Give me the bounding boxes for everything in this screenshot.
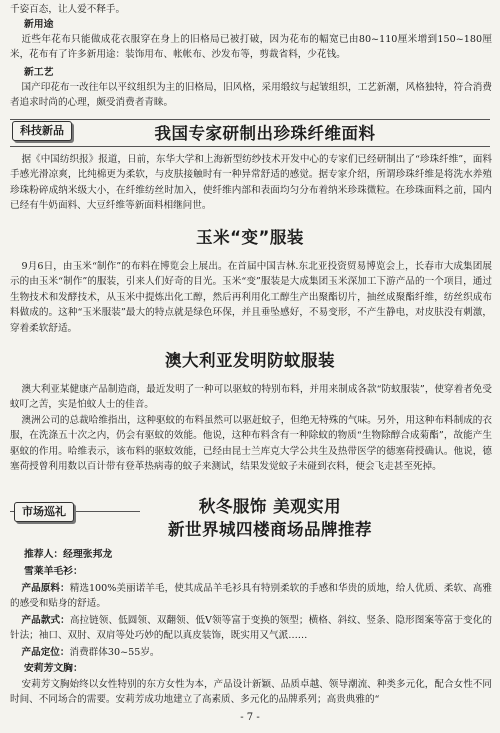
new-craft-heading: 新工艺 xyxy=(24,67,54,78)
article4-title-line1: 秋冬服饰 美观实用 xyxy=(198,497,342,516)
market-badge: 市场巡礼 xyxy=(14,502,74,522)
feature-label: 产品原料： xyxy=(21,583,70,594)
article4-title-line2: 新世界城四楼商场品牌推荐 xyxy=(168,520,372,539)
article3-title: 澳大利亚发明防蚊服装 xyxy=(165,351,335,370)
new-craft-text: 国产印花布一改往年以平纹组织为主的旧格局，旧风格，采用缎纹与起皱组织，工艺新潮，风格独特，符合消费者追求时尚的心理，颇受消费者青睐。 xyxy=(10,82,492,109)
feature-text: 精选100%美丽诺羊毛，使其成品羊毛衫具有特别柔软的手感和华贵的质地，给人优质、柔软、高雅的感受和贴身的舒适。 xyxy=(10,583,492,610)
section-rule-bottom xyxy=(10,146,490,147)
article2-text: 9月6日，由玉米“制作”的布料在博览会上展出。在首届中国吉林.东北亚投资贸易博览会上，长春市大成集团展示的由玉米“制作”的服装，引来人们好奇的目光。玉米“变”服装是大成集团玉米深加工下游产品的一个项目，通过生物技术和发酵技术，从玉米中提炼出化工醇，然后再利用化工醇生产出聚酯切片，抽丝成聚酯纤维，纺丝织成布料做成的。这种“玉米服装”最大的特点就是绿色环保，并且垂坠感好，不易变形，不产生静电，对皮肤没有刺激，穿着柔软舒适。 xyxy=(10,261,492,334)
article2-title: 玉米“变”服装 xyxy=(196,228,304,247)
brand2-name: 安莉芳文胸： xyxy=(24,663,83,674)
style-paragraph xyxy=(10,613,492,644)
feature-paragraph xyxy=(10,581,492,612)
page-number: - 7 - xyxy=(240,712,260,723)
article1-title: 我国专家研制出珍珠纤维面料 xyxy=(154,124,376,143)
style-label: 产品款式： xyxy=(21,615,70,626)
recommender: 推荐人：经理张邦龙 xyxy=(24,549,113,560)
position-label: 产品定位： xyxy=(21,647,70,658)
position-text: 消费群体30~55岁。 xyxy=(69,647,160,658)
article1-text: 据《中国纺织报》报道，日前，东华大学和上海新型纺纱技术开发中心的专家们已经研制出了“珍珠纤维”，面料手感光滑凉爽，比纯棉更为柔软，与皮肤接触时有一种异常舒适的感觉。据专家介绍，所谓珍珠纤维是将洗水养殖珍珠粉碎成纳米级大小，在纤维纺丝时加入，使纤维内部和表面均匀分布着纳米珍珠微粒。在珍珠面料之前，国内已经有牛奶面料、大豆纤维等新面料相继问世。 xyxy=(10,154,492,212)
article3-p1: 澳大利亚某健康产品制造商，最近发明了一种可以驱蚊的特别布料，并用来制成各款“防蚊服装”，使穿着者免受蚊叮之苦，实是怕蚊人士的佳音。 xyxy=(10,384,492,411)
new-use-heading: 新用途 xyxy=(24,19,54,30)
position-paragraph xyxy=(10,645,492,661)
intro-tail: 千姿百态，让人爱不释手。 xyxy=(10,4,126,15)
article3-p2: 澳洲公司的总裁哈维指出，这种驱蚊的布料虽然可以驱赶蚊子，但绝无特殊的气味。另外，用这种布料制成的衣服，在洗涤五十次之内，仍会有驱蚊的效能。他说，这种布料含有一种除蚊的物质“生物除醇合成菊酯”，故能产生驱蚊的作用。哈维表示，该布料的驱蚊效能，已经由昆士兰库克大学公共生及热带医学的德塞荷授确认。他说，德塞荷授曾利用数以百计带有登革热病毒的蚊子来测试，结果发觉蚊子未碰到衣料，便会飞走甚至死掉。 xyxy=(10,415,492,473)
brand1-name: 雪莱羊毛衫： xyxy=(24,566,83,577)
brand2-text: 安莉芳文胸始终以女性特别的东方女性为本，产品设计新颖、品质卓越、领导潮流、种类多元化，配合女性不同时间、不同场合的需要。安莉芳成功地建立了高素质、多元化的品牌系列；高贵典雅的“ xyxy=(10,679,492,706)
new-use-text: 近些年花布只能做成花衣服穿在身上的旧格局已被打破，因为花布的幅宽已由80~110厘米增到150~180厘米，花布有了许多新用途：装饰用布、帐帐布、沙发布等，剪裁省料，少花钱。 xyxy=(10,34,492,61)
section-rule-top xyxy=(10,119,490,120)
tech-badge: 科技新品 xyxy=(12,121,72,141)
style-text: 高拉链领、低圆领、双翻领、低V领等富于变换的领型；横格、斜纹、竖条、隐形图案等富于变化的针法；袖口、双肘、双肩等处巧妙的配以真皮装饰，既实用又气派…… xyxy=(10,615,492,642)
